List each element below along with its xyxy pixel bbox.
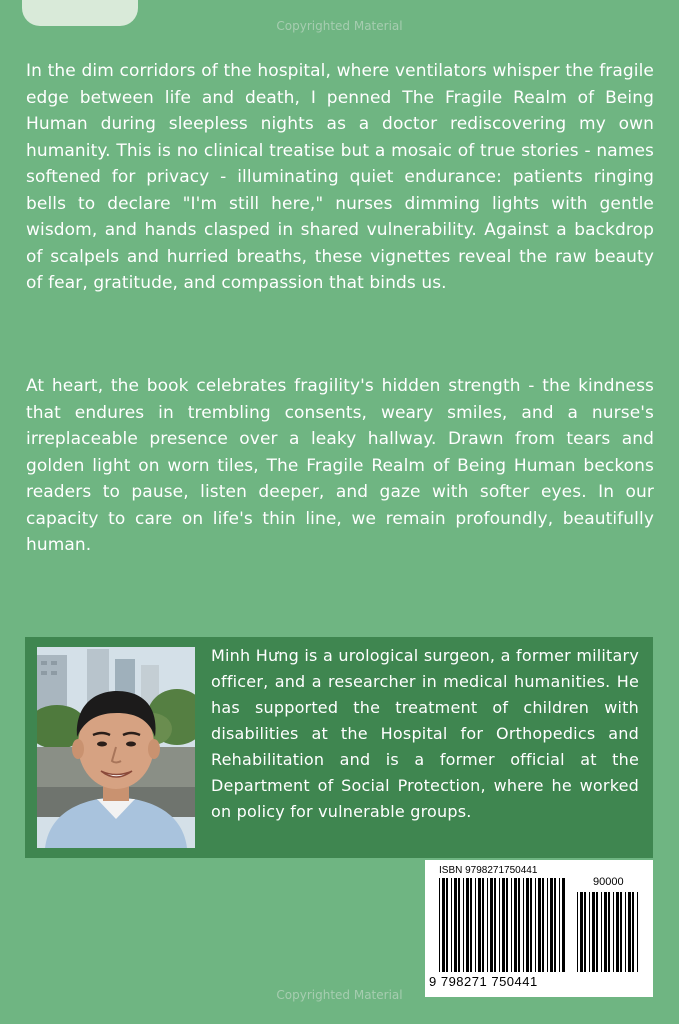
barcode-bar [514, 878, 517, 972]
barcode-bar [592, 892, 595, 972]
barcode-bar [637, 892, 638, 972]
barcode-bar [584, 892, 586, 972]
barcode-bar [494, 878, 496, 972]
barcode-bar [550, 878, 553, 972]
barcode-bar [490, 878, 493, 972]
barcode-bar [518, 878, 520, 972]
barcode-bar [596, 892, 598, 972]
barcode-bar [554, 878, 556, 972]
barcode-bar [470, 878, 472, 972]
barcode-bar [523, 878, 524, 972]
barcode-bar [616, 892, 619, 972]
description-paragraph-1: In the dim corridors of the hospital, where ventilators whisper the fragile edge between life and death, I penned The Fragile Realm of Being Human during sleepless nights as a doctor rediscovering my own humanity. This is no clinical treatise but a mosaic of true stories - names softened for privacy - illuminating quiet endurance: patients ringing bells to declare "I'm still here," nurses dimming lights with gentle wisdom, and hands clasped in shared vulnerability. Against a backdrop of scalpels and hurried breaths, these vignettes reveal the raw beauty of fear, gratitude, and compassion that binds us. [26, 61, 654, 293]
barcode-digits: 9 798271 750441 [429, 974, 538, 989]
barcode-bar [547, 878, 548, 972]
barcode-bar [608, 892, 610, 972]
barcode-bar [538, 878, 541, 972]
barcode-bar [454, 878, 457, 972]
barcode-bar [478, 878, 481, 972]
barcode-bar [604, 892, 607, 972]
barcode-bar [463, 878, 464, 972]
barcode-bar [511, 878, 512, 972]
barcode-bar [487, 878, 488, 972]
barcode-bar [542, 878, 544, 972]
barcode-bar [466, 878, 469, 972]
barcode-bar [442, 878, 445, 972]
author-box [25, 637, 653, 858]
barcode-bar [530, 878, 532, 972]
barcode-bar [499, 878, 500, 972]
watermark-bottom: Copyrighted Material [276, 988, 403, 1002]
barcode-bar [526, 878, 529, 972]
barcode-bar [625, 892, 626, 972]
barcode-bar [535, 878, 536, 972]
barcode-bar [577, 892, 578, 972]
barcode-bar [439, 878, 440, 972]
watermark-top: Copyrighted Material [276, 19, 403, 33]
barcode-bar [502, 878, 505, 972]
price-code: 90000 [593, 876, 624, 888]
barcode-bar [562, 878, 565, 972]
description-paragraph-2: At heart, the book celebrates fragility's hidden strength - the kindness that endures in trembling consents, weary smiles, and a nurse's irreplaceable presence over a leaky hallway. Drawn from tears and golden light on worn tiles, The Fragile Realm of Being Human beckons readers to pause, listen deeper, and gaze with softer eyes. In our capacity to care on life's thin line, we remain profoundly, beautifully human. [26, 376, 654, 555]
barcode-bar [451, 878, 452, 972]
author-photo [37, 647, 195, 848]
barcode-bar [482, 878, 484, 972]
barcode-bar [446, 878, 448, 972]
isbn-label: ISBN 9798271750441 [439, 865, 538, 876]
barcode-bar [613, 892, 614, 972]
barcode-bar [475, 878, 476, 972]
barcode-bar [506, 878, 508, 972]
isbn-barcode [425, 860, 653, 997]
barcode-bar [580, 892, 583, 972]
barcode-bar [601, 892, 602, 972]
barcode-bar [559, 878, 560, 972]
barcode-bar [632, 892, 634, 972]
barcode-bar [458, 878, 460, 972]
barcode-bar [628, 892, 631, 972]
barcode-bar [620, 892, 622, 972]
barcode-bar [589, 892, 590, 972]
author-bio: Minh Hưng is a urological surgeon, a former military officer, and a researcher in medical humanities. He has supported the treatment of children with disabilities at the Hospital for Orthopedics and Rehabilitation and is a former official at the Department of Social Protection, where he worked on policy for vulnerable groups. [211, 646, 639, 821]
